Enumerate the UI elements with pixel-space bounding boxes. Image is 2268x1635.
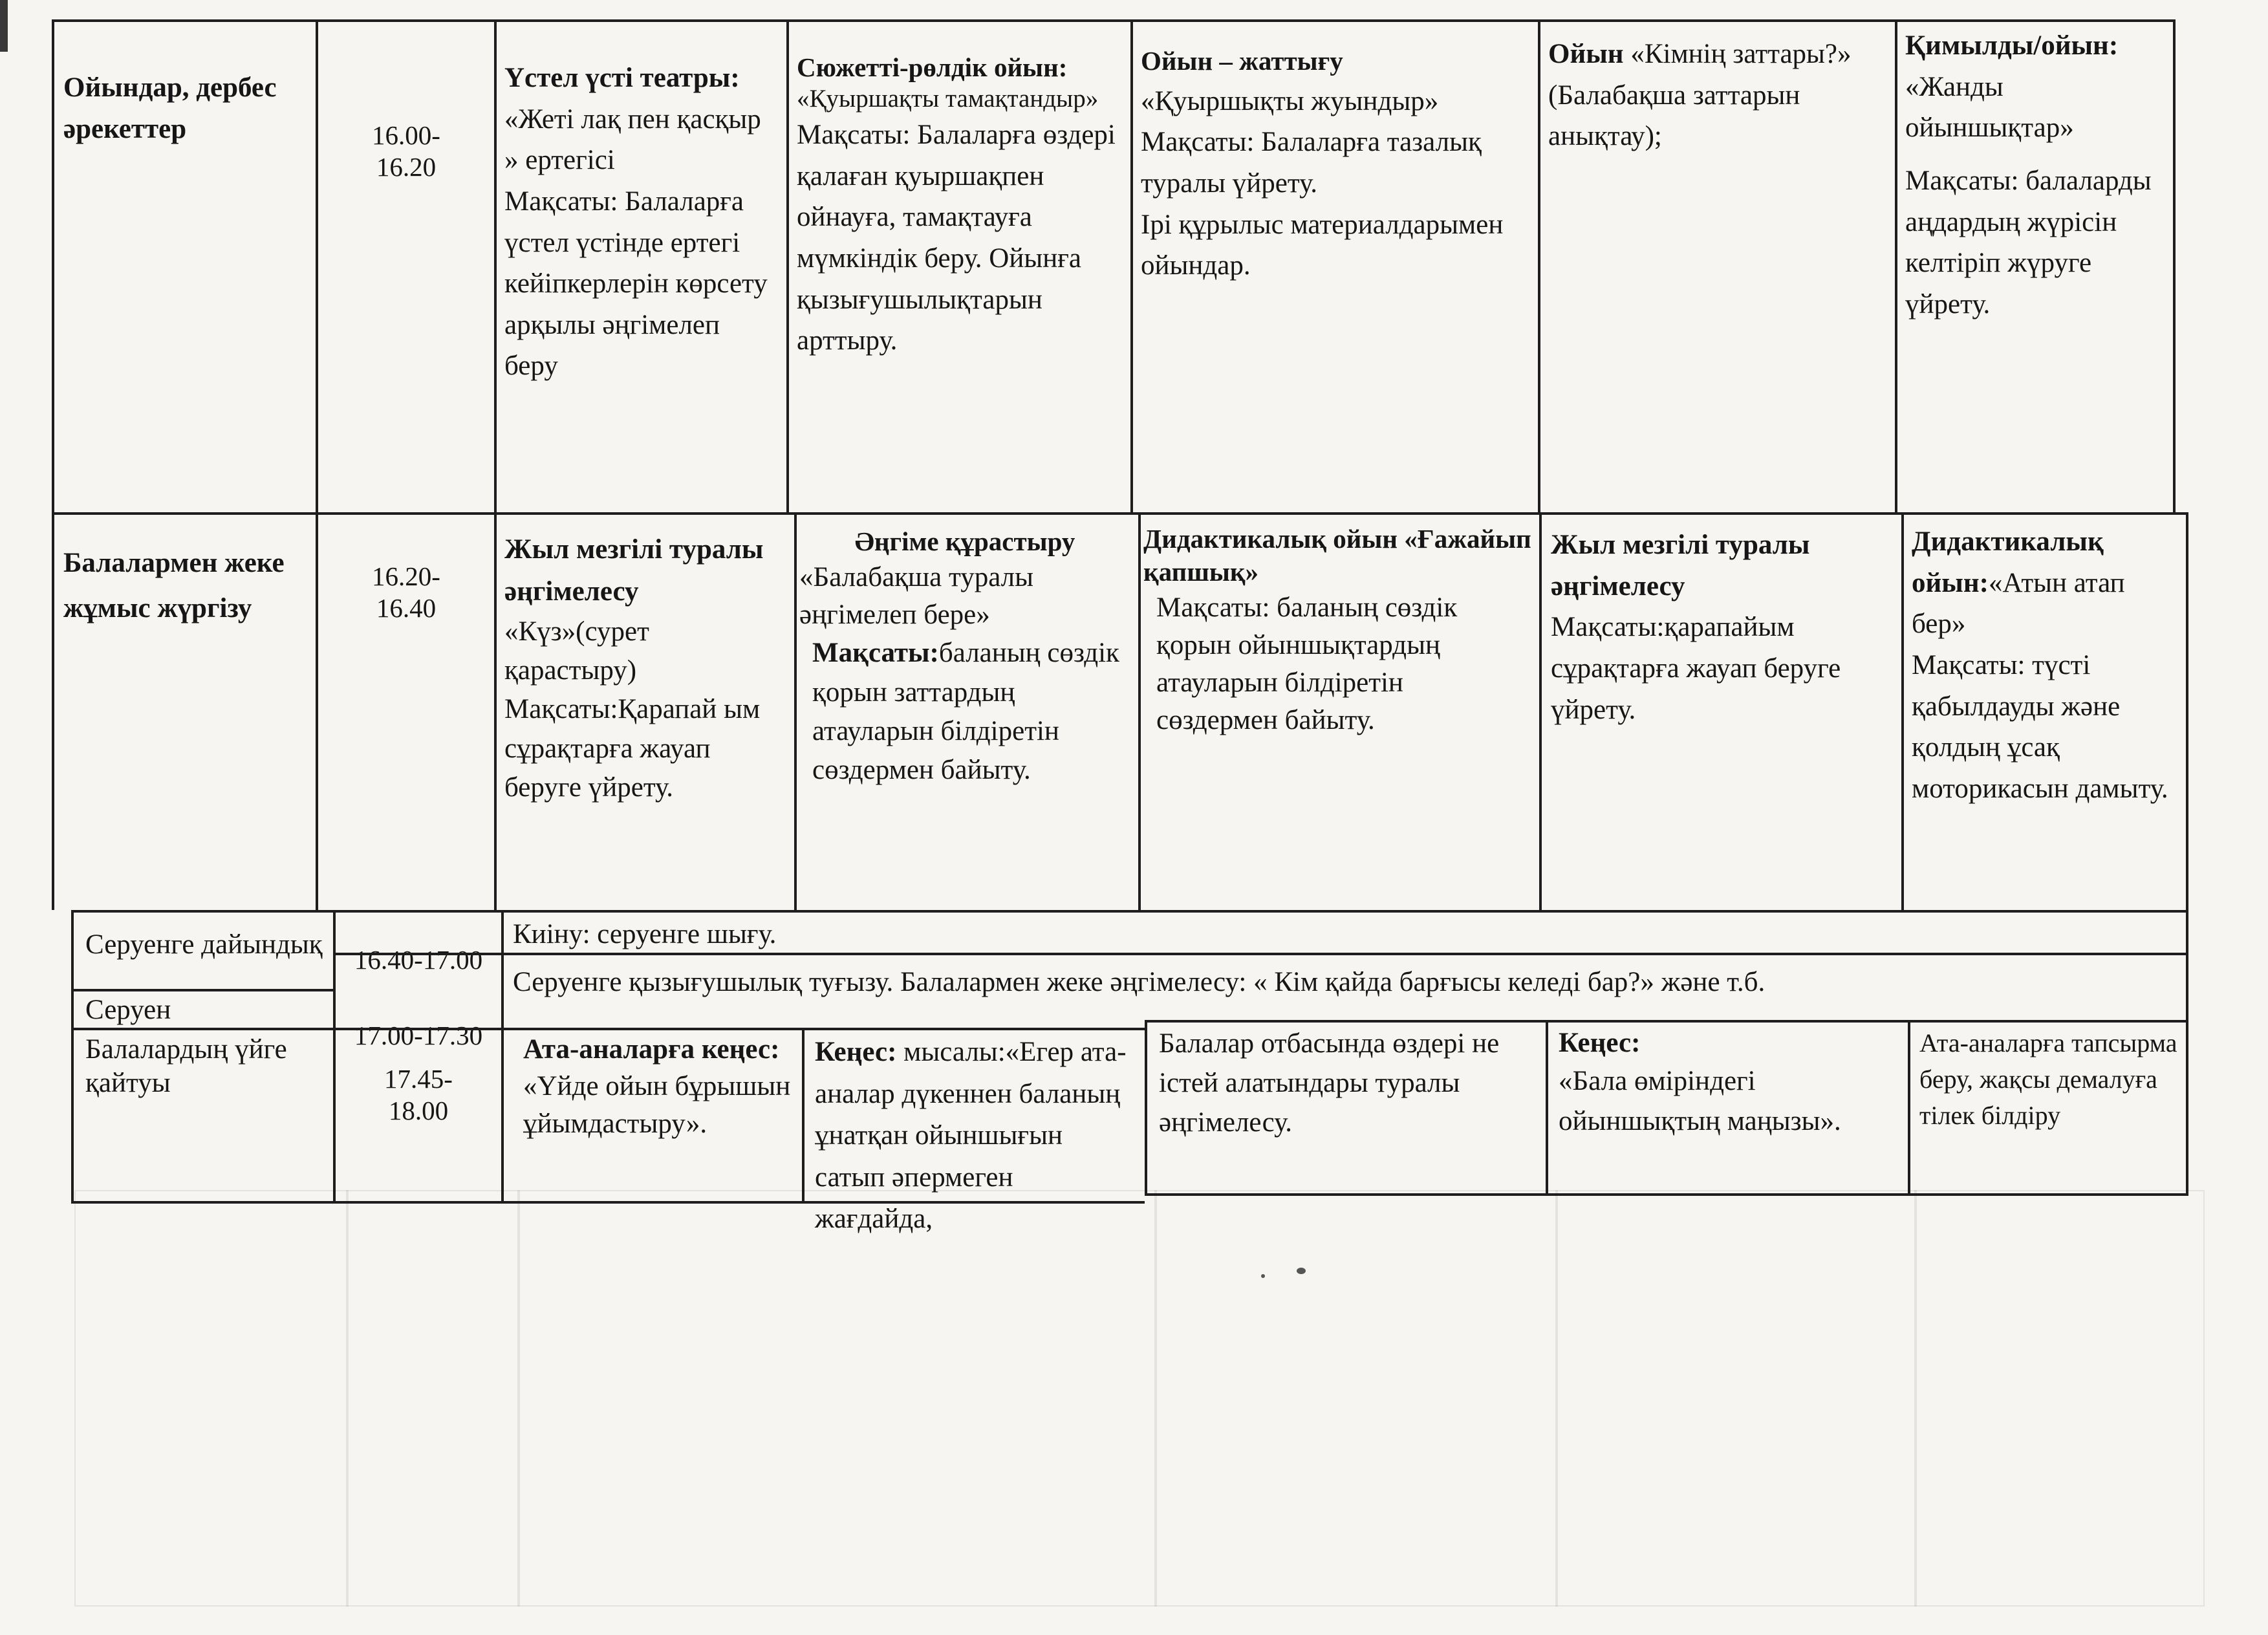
- individual-thu-title: Жыл мезгілі туралы әңгімелесу: [1551, 530, 1810, 601]
- going-home-wed-body: Балалар отбасында өздері не істей алатындары туралы әңгімелесу.: [1159, 1028, 1500, 1138]
- table-border-right: [2186, 512, 2188, 1195]
- going-home-thu-cell: [1546, 1020, 1908, 1195]
- individual-time-cell: [316, 512, 494, 910]
- games-tue-body: Мақсаты: Балаларға өздері қалаған қуыршақпен ойнауға, тамақтауға мүмкіндік беру. Ойынға қызығушылықтарын арттыру.: [797, 120, 1116, 356]
- going-home-mon-title: Ата-аналарға кеңес:: [523, 1034, 780, 1065]
- bleed-through-line: [517, 1190, 520, 1607]
- going-home-wed-cell: [1145, 1020, 1546, 1195]
- games-fri-body: «Жанды ойыншықтар»: [1905, 71, 2074, 144]
- going-home-mon-body: «Үйде ойын бұрышын ұйымдастыру».: [523, 1070, 791, 1139]
- games-time: 16.00- 16.20: [372, 120, 440, 182]
- individual-wed-cell: [1138, 512, 1539, 910]
- individual-fri-title-rest: «Атын атап бер»: [1912, 567, 2125, 640]
- going-home-time-cell: [333, 1028, 501, 1202]
- going-home-tue-title: Кеңес:: [815, 1037, 897, 1067]
- games-tue-sub: «Қуыршақты тамақтандыр»: [797, 85, 1099, 113]
- individual-time: 16.20- 16.40: [372, 561, 440, 623]
- going-home-thu-body: «Бала өміріндегі ойыншықтың маңызы».: [1559, 1065, 1841, 1137]
- games-mon-body: «Жеті лақ пен қасқыр » ертегісі Мақсаты: Балаларға үстел үстінде ертегі кейіпкерлерін көрсету арқылы әңгімелеп беру: [504, 103, 768, 382]
- individual-fri-cell: [1901, 512, 2186, 910]
- walk-prep-text-cell: [501, 910, 2186, 953]
- individual-wed-body: Мақсаты: баланың сөздік қорын ойыншықтардың атауларын білдіретін сөздермен байыту.: [1156, 592, 1458, 735]
- walk-prep-label-cell: [71, 910, 333, 989]
- individual-label-cell: [52, 512, 316, 910]
- games-label: Ойындар, дербес әрекеттер: [63, 72, 277, 144]
- games-thu-title: Ойын: [1548, 39, 1624, 69]
- going-home-thu-title: Кеңес:: [1559, 1028, 1641, 1058]
- individual-label: Балалармен жеке жұмыс жүргізу: [63, 548, 285, 623]
- individual-wed-title: Дидактикалық ойын «Ғажайып қапшық»: [1143, 524, 1531, 587]
- bleed-through-line: [1914, 1190, 1917, 1607]
- games-wed-body: «Қуыршықты жуындыр» Мақсаты: Балаларға тазалық туралы үйрету. Ірі құрылыс материалдарымен ойындар.: [1141, 85, 1504, 281]
- games-thu-cell: [1538, 19, 1895, 512]
- walk-label-cell: [71, 989, 333, 1028]
- individual-mon-title: Жыл мезгілі туралы әңгімелесу: [504, 534, 764, 607]
- walk-text-cell: [501, 953, 2186, 1028]
- games-wed-cell: [1130, 19, 1538, 512]
- table-border-bottom-right: [1145, 1193, 2188, 1196]
- walk-prep-text: Киіну: серуенге шығу.: [513, 919, 777, 949]
- going-home-tue-body: мысалы:«Егер ата-аналар дүкеннен баланың ұнатқан ойыншығын сатып әпермеген жағдайда,: [815, 1037, 1127, 1234]
- speck: [1297, 1268, 1306, 1274]
- individual-fri-text: [1912, 521, 2178, 645]
- going-home-fri-body: Ата-аналарға тапсырма беру, жақсы демалуға тілек білдіру: [1919, 1028, 2177, 1130]
- going-home-tue-text: [815, 1032, 1137, 1240]
- individual-thu-body: Мақсаты:қарапайым сұрақтарға жауап беруге үйрету.: [1551, 612, 1841, 725]
- going-home-time: 17.45- 18.00: [384, 1064, 453, 1126]
- speck: [1261, 1274, 1265, 1278]
- walk-prep-time: 16.40-17.00: [354, 945, 483, 975]
- games-thu-body: «Кімнің заттары?» (Балабақша заттарын анықтау);: [1548, 39, 1852, 152]
- going-home-tue-cell: [802, 1028, 1145, 1234]
- walk-prep-label: Серуенге дайындық: [85, 929, 323, 960]
- walk-time-cell: [333, 953, 501, 1050]
- games-tue-title: Сюжетті-рөлдік ойын:: [797, 52, 1068, 82]
- bleed-through-line: [346, 1190, 349, 1607]
- going-home-fri-cell: [1908, 1020, 2186, 1195]
- walk-time: 17.00-17.30: [354, 1021, 483, 1050]
- going-home-mon-cell: [501, 1028, 802, 1202]
- games-fri-title: Қимылды/ойын:: [1905, 30, 2119, 61]
- walk-prep-time-cell: [333, 910, 501, 975]
- bleed-through-line: [1154, 1190, 1157, 1607]
- games-wed-title: Ойын – жаттығу: [1141, 46, 1343, 76]
- table-border-right-top: [2173, 19, 2176, 512]
- individual-tue-cell: [794, 512, 1138, 910]
- games-mon-title: Үстел үсті театры:: [504, 63, 740, 93]
- table-border-bottom-left: [71, 1201, 1145, 1204]
- individual-tue-title: Әңгіме құрастыру: [854, 526, 1075, 556]
- individual-thu-cell: [1539, 512, 1901, 910]
- bleed-through-grid: [74, 1190, 2205, 1607]
- walk-text: Серуенге қызығушылық туғызу. Балалармен жеке әңгімелесу: « Кім қайда барғысы келеді бар?» және т.б.: [513, 967, 1766, 997]
- individual-mon-body: «Күз»(сурет қарастыру) Мақсаты:Қарапай ым сұрақтарға жауап беруге үйрету.: [504, 616, 761, 803]
- scan-edge: [0, 0, 8, 52]
- games-mon-cell: [494, 19, 786, 512]
- going-home-label-cell: [71, 1028, 333, 1202]
- games-tue-cell: [786, 19, 1130, 512]
- individual-tue-label2: Мақсаты:: [812, 638, 939, 669]
- individual-fri-body: Мақсаты: түсті қабылдауды және қолдың ұсақ моторикасын дамыту.: [1912, 649, 2168, 804]
- individual-tue-body2: баланың сөздік қорын заттардың атауларын білдіретін сөздермен байыту.: [812, 638, 1119, 785]
- individual-mon-cell: [494, 512, 794, 910]
- games-label-cell: [52, 19, 316, 512]
- individual-fri-title: Дидактикалық ойын:: [1912, 526, 2104, 598]
- going-home-label: Балалардың үйге қайтуы: [85, 1034, 287, 1098]
- games-fri-cell: [1895, 19, 2173, 512]
- walk-label: Серуен: [85, 995, 171, 1025]
- games-thu-text: [1548, 34, 1887, 157]
- games-fri-body2: Мақсаты: балаларды аңдардың жүрісін келтіріп жүруге үйрету.: [1905, 165, 2152, 319]
- individual-tue-text: [799, 634, 1130, 790]
- individual-tue-body: «Балабақша туралы әңгімелеп бере»: [799, 562, 1034, 631]
- games-time-cell: [316, 19, 494, 512]
- bleed-through-line: [1555, 1190, 1558, 1607]
